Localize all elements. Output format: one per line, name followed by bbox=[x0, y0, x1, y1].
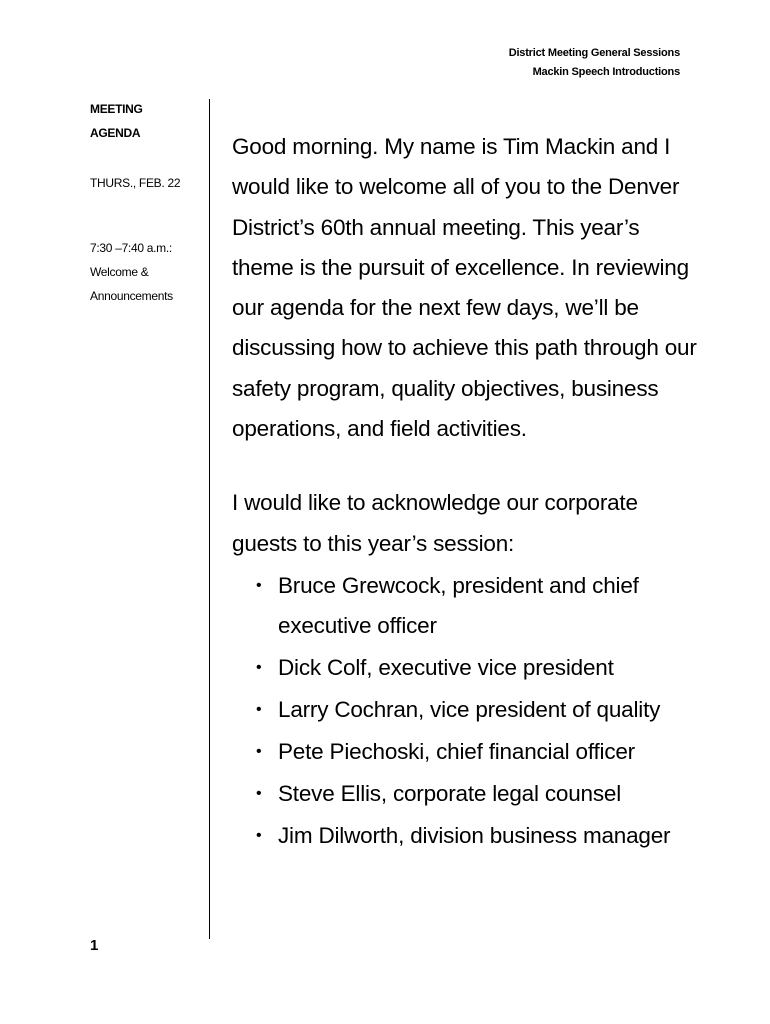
page-number: 1 bbox=[90, 937, 99, 954]
guest-name: Bruce Grewcock, president and chief executive officer bbox=[278, 572, 639, 638]
page-header bbox=[509, 44, 680, 82]
agenda-heading-line1: MEETING bbox=[90, 102, 143, 116]
agenda-session-line1: Welcome & bbox=[90, 265, 149, 279]
guest-list bbox=[232, 566, 702, 857]
speech-paragraph-acknowledgement: I would like to acknowledge our corporate guests to this year’s session: bbox=[232, 490, 638, 556]
guest-list-item bbox=[256, 566, 702, 647]
bullet-icon: • bbox=[256, 576, 262, 594]
guest-name: Steve Ellis, corporate legal counsel bbox=[278, 780, 621, 806]
guest-list-item bbox=[256, 690, 702, 730]
agenda-session-line2: Announcements bbox=[90, 289, 173, 303]
bullet-icon: • bbox=[256, 826, 262, 844]
agenda-time: 7:30 –7:40 a.m.: bbox=[90, 241, 172, 255]
guest-name: Larry Cochran, vice president of quality bbox=[278, 696, 661, 722]
speech-paragraph-welcome: Good morning. My name is Tim Mackin and I would like to welcome all of you to the Denver District’s 60th annual meeting. This year’s theme is the pursuit of excellence. In reviewing our agenda for the next few days, we’ll be discussing how to achieve this path through our safety program, quality objectives, business operations, and field activities. bbox=[232, 134, 697, 442]
agenda-sidebar bbox=[90, 97, 202, 308]
guest-list-item bbox=[256, 816, 702, 856]
guest-name: Dick Colf, executive vice president bbox=[278, 654, 614, 680]
header-title: District Meeting General Sessions bbox=[508, 47, 680, 59]
guest-name: Jim Dilworth, division business manager bbox=[278, 822, 671, 848]
bullet-icon: • bbox=[256, 700, 262, 718]
bullet-icon: • bbox=[256, 658, 262, 676]
guest-name: Pete Piechoski, chief financial officer bbox=[278, 738, 635, 764]
header-subtitle: Mackin Speech Introductions bbox=[532, 66, 680, 78]
agenda-date: THURS., FEB. 22 bbox=[90, 176, 181, 190]
bullet-icon: • bbox=[256, 742, 262, 760]
guest-list-item bbox=[256, 774, 702, 814]
guest-list-item bbox=[256, 648, 702, 688]
guest-list-item bbox=[256, 732, 702, 772]
agenda-heading-line2: AGENDA bbox=[90, 126, 141, 140]
bullet-icon: • bbox=[256, 784, 262, 802]
speech-body bbox=[232, 127, 702, 856]
agenda-time-block bbox=[90, 236, 202, 308]
vertical-divider bbox=[209, 99, 210, 939]
